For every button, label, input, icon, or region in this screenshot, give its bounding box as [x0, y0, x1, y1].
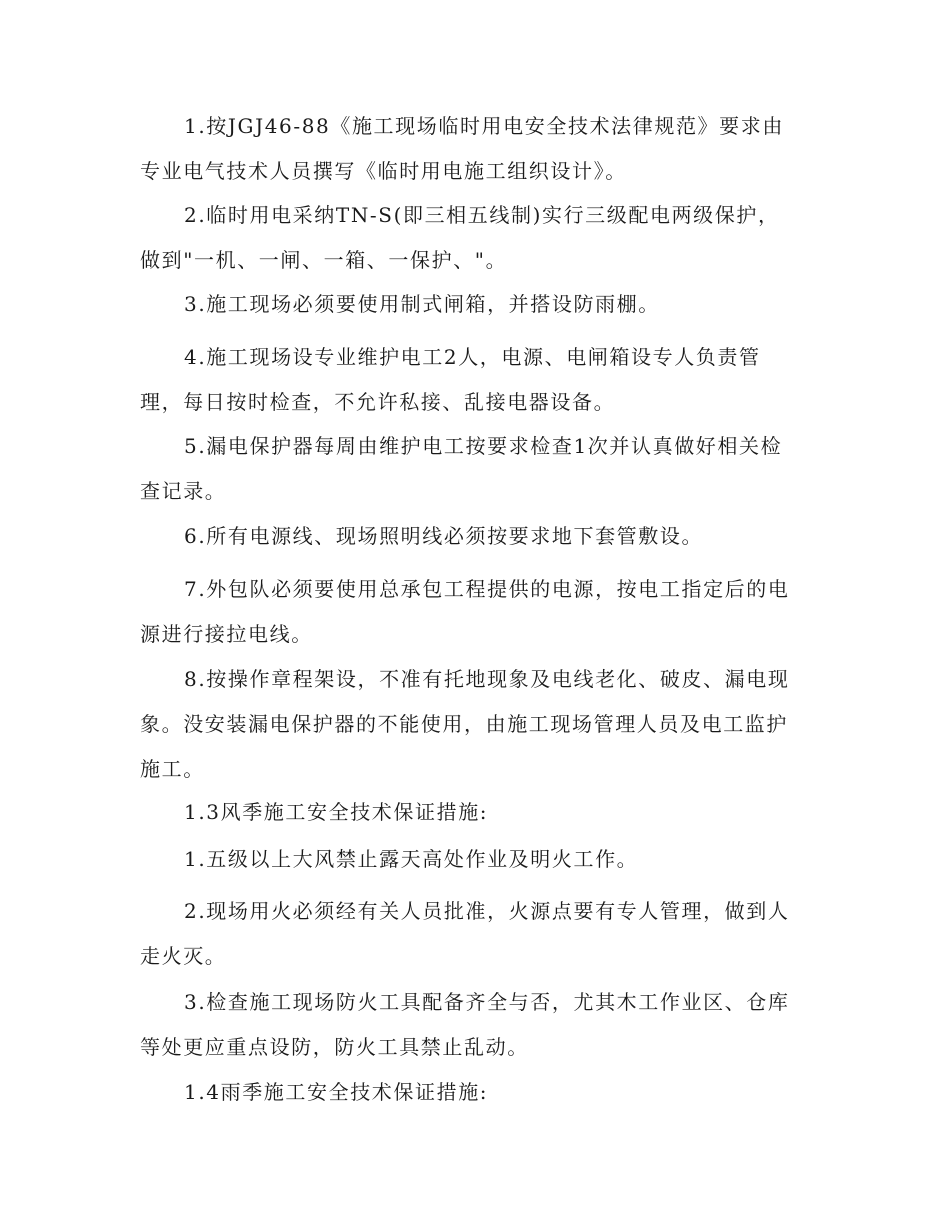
paragraph-3: 3.施工现场必须要使用制式闸箱，并搭设防雨棚。	[184, 292, 660, 316]
paragraph-8: 8.按操作章程架设，不准有托地现象及电线老化、破皮、漏电现象。没安装漏电保护器的不能使用，由施工现场管理人员及电工监护施工。	[140, 667, 790, 781]
paragraph-10: 2.现场用火必须经有关人员批准，火源点要有专人管理，做到人走火灭。	[140, 899, 790, 968]
paragraph-9: 1.五级以上大风禁止露天高处作业及明火工作。	[184, 847, 639, 871]
paragraph-6: 6.所有电源线、现场照明线必须按要求地下套管敷设。	[184, 524, 704, 548]
paragraph-11: 3.检查施工现场防火工具配备齐全与否，尤其木工作业区、仓库等处更应重点设防，防火工具禁止乱动。	[140, 990, 790, 1059]
paragraph-1: 1.按JGJ46-88《施工现场临时用电安全技术法律规范》要求由专业电气技术人员撰写《临时用电施工组织设计》。	[140, 114, 784, 183]
paragraph-4: 4.施工现场设专业维护电工2人，电源、电闸箱设专人负责管理，每日按时检查，不允许私接、乱接电器设备。	[140, 345, 761, 414]
paragraph-2: 2.临时用电采纳TN-S(即三相五线制)实行三级配电两级保护，做到"一机、一闸、一箱、一保护、"。	[140, 203, 780, 272]
section-heading-1-3: 1.3风季施工安全技术保证措施:	[184, 800, 489, 824]
paragraph-5: 5.漏电保护器每周由维护电工按要求检查1次并认真做好相关检查记录。	[140, 434, 783, 503]
section-heading-1-4: 1.4雨季施工安全技术保证措施:	[184, 1080, 489, 1104]
paragraph-7: 7.外包队必须要使用总承包工程提供的电源，按电工指定后的电源进行接拉电线。	[140, 577, 790, 646]
